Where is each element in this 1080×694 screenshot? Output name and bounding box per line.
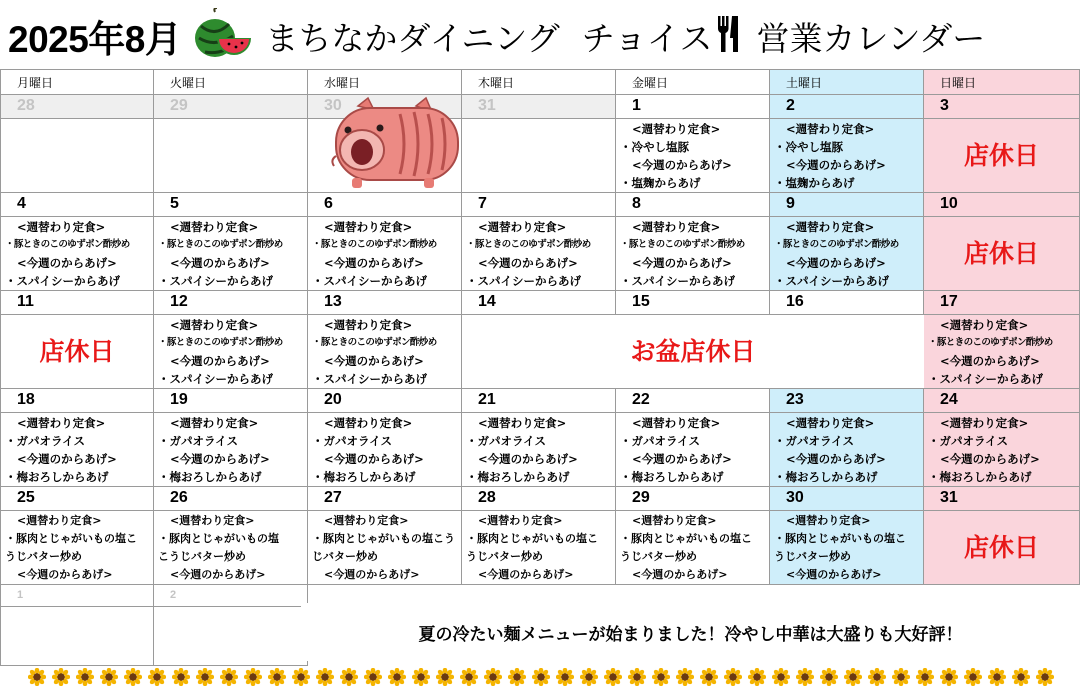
teishoku-label: <週替わり定食> <box>324 220 413 234</box>
menu-item: ・梅おろしからあげ <box>466 470 570 484</box>
karaage-label: <今週のからあげ> <box>786 256 886 270</box>
calendar-day <box>770 487 924 585</box>
watermelon-icon <box>191 8 253 64</box>
day-menu <box>1 217 153 290</box>
menu-item: ・豚ときのこのゆずポン酢炒め <box>620 239 745 250</box>
calendar-day <box>462 389 616 487</box>
sunflower-icon <box>556 668 574 686</box>
karaage-label: <今週のからあげ> <box>170 568 266 581</box>
day-menu <box>1 511 153 584</box>
weekday-header-cell: 月曜日 <box>0 69 154 95</box>
menu-item: ・豚肉とじゃがいもの塩 <box>158 532 279 545</box>
sunflower-icon <box>772 668 790 686</box>
calendar-day <box>462 95 616 193</box>
calendar-day <box>308 193 462 291</box>
sunflower-icon <box>844 668 862 686</box>
notice-message: 夏の冷たい麺メニューが始まりました！冷やし中華は大盛りも大好評！ <box>301 603 1080 661</box>
day-number: 29 <box>154 95 307 119</box>
calendar-day <box>154 193 308 291</box>
closed-day-label: 店休日 <box>963 239 1039 268</box>
menu-item: ・スパイシーからあげ <box>774 274 889 288</box>
day-menu <box>462 511 615 584</box>
pig-icon <box>328 96 466 192</box>
day-menu <box>154 511 307 584</box>
menu-item: ・梅おろしからあげ <box>928 470 1032 484</box>
day-number: 29 <box>616 487 769 511</box>
sunflower-icon <box>868 668 886 686</box>
teishoku-label: <週替わり定食> <box>786 220 875 234</box>
teishoku-label: <週替わり定食> <box>324 514 409 527</box>
menu-item: ・梅おろしからあげ <box>312 470 416 484</box>
menu-item: ・ガパオライス <box>158 434 239 448</box>
karaage-label: <今週のからあげ> <box>324 354 424 368</box>
teishoku-label: <週替わり定食> <box>17 416 106 430</box>
teishoku-label: <週替わり定食> <box>786 122 875 136</box>
sunflower-icon <box>676 668 694 686</box>
day-number: 24 <box>924 389 1079 413</box>
menu-item: ・梅おろしからあげ <box>158 470 262 484</box>
day-menu <box>308 413 461 486</box>
menu-item: ・スパイシーからあげ <box>620 274 735 288</box>
calendar-day <box>154 487 308 585</box>
teishoku-label: <週替わり定食> <box>170 514 255 527</box>
day-number: 8 <box>616 193 769 217</box>
menu-item: ・スパイシーからあげ <box>158 372 273 386</box>
day-number: 2 <box>770 95 923 119</box>
day-number: 15 <box>616 291 769 315</box>
page-title <box>8 6 985 66</box>
menu-item: うじバター炒め <box>5 550 82 563</box>
sunflower-icon <box>340 668 358 686</box>
menu-item: ・豚肉とじゃがいもの塩こ <box>5 532 137 545</box>
menu-item: ・ガパオライス <box>774 434 855 448</box>
menu-item: じバター炒め <box>312 550 378 563</box>
calendar-day <box>770 389 924 487</box>
day-menu <box>924 315 1079 388</box>
menu-item: ・豚ときのこのゆずポン酢炒め <box>158 239 283 250</box>
teishoku-label: <週替わり定食> <box>940 318 1029 332</box>
day-number: 1 <box>616 95 769 119</box>
calendar-day <box>924 193 1080 291</box>
sunflower-icon <box>460 668 478 686</box>
sunflower-icon <box>412 668 430 686</box>
menu-item: ・豚ときのこのゆずポン酢炒め <box>928 337 1053 348</box>
menu-item: ・豚ときのこのゆずポン酢炒め <box>466 239 591 250</box>
teishoku-label: <週替わり定食> <box>170 416 259 430</box>
menu-item: ・スパイシーからあげ <box>312 372 427 386</box>
karaage-label: <今週のからあげ> <box>17 568 113 581</box>
day-number: 23 <box>770 389 923 413</box>
karaage-label: <今週のからあげ> <box>786 568 882 581</box>
calendar-day <box>616 193 770 291</box>
sunflower-icon <box>964 668 982 686</box>
day-number: 12 <box>154 291 307 315</box>
day-menu <box>154 315 307 388</box>
menu-item: ・ガパオライス <box>5 434 86 448</box>
teishoku-label: <週替わり定食> <box>324 416 413 430</box>
day-number: 21 <box>462 389 615 413</box>
karaage-label: <今週のからあげ> <box>17 256 117 270</box>
day-menu <box>616 217 769 290</box>
day-menu <box>308 511 461 584</box>
calendar-day <box>0 291 154 389</box>
day-number: 5 <box>154 193 307 217</box>
sunflower-icon <box>892 668 910 686</box>
karaage-label: <今週のからあげ> <box>170 452 270 466</box>
day-number: 18 <box>1 389 153 413</box>
karaage-label: <今週のからあげ> <box>786 158 886 172</box>
karaage-label: <今週のからあげ> <box>478 568 574 581</box>
calendar-day <box>308 291 462 389</box>
day-number: 28 <box>1 95 153 119</box>
menu-item: ・豚肉とじゃがいもの塩こ <box>774 532 906 545</box>
menu-item: ・塩麹からあげ <box>620 176 701 190</box>
sunflower-icon <box>988 668 1006 686</box>
sunflower-icon <box>820 668 838 686</box>
menu-item: こうじバター炒め <box>158 550 246 563</box>
weekday-header-cell: 火曜日 <box>154 69 308 95</box>
title-calendar: 営業カレンダー <box>756 18 986 58</box>
day-number: 22 <box>616 389 769 413</box>
karaage-label: <今週のからあげ> <box>324 452 424 466</box>
weekday-header-cell: 日曜日 <box>924 69 1080 95</box>
teishoku-label: <週替わり定食> <box>17 514 102 527</box>
menu-item: うじバター炒め <box>774 550 851 563</box>
day-empty <box>462 119 615 192</box>
sunflower-icon <box>292 668 310 686</box>
calendar-week <box>0 95 1080 193</box>
day-number: 3 <box>924 95 1079 119</box>
day-empty <box>154 119 307 192</box>
teishoku-label: <週替わり定食> <box>786 416 875 430</box>
day-number: 19 <box>154 389 307 413</box>
day-number: 7 <box>462 193 615 217</box>
day-menu <box>770 413 923 486</box>
sunflower-icon <box>76 668 94 686</box>
sunflower-icon <box>364 668 382 686</box>
sunflower-icon <box>124 668 142 686</box>
day-menu <box>308 315 461 388</box>
day-number: 25 <box>1 487 153 511</box>
sunflower-icon <box>196 668 214 686</box>
menu-item: ・豚ときのこのゆずポン酢炒め <box>312 337 437 348</box>
day-menu <box>770 217 923 290</box>
teishoku-label: <週替わり定食> <box>478 514 563 527</box>
calendar-day <box>0 585 154 666</box>
fork-knife-icon <box>716 14 742 58</box>
day-number: 31 <box>924 487 1079 511</box>
day-menu <box>770 511 923 584</box>
weekday-header-cell: 木曜日 <box>462 69 616 95</box>
calendar-day <box>616 487 770 585</box>
calendar-day <box>0 95 154 193</box>
title-shop-name: まちなかダイニング <box>265 18 560 58</box>
sunflower-icon <box>508 668 526 686</box>
day-menu <box>770 119 923 192</box>
day-menu <box>616 511 769 584</box>
menu-item: ・豚肉とじゃがいもの塩こ <box>466 532 598 545</box>
calendar-day <box>462 193 616 291</box>
teishoku-label: <週替わり定食> <box>17 220 106 234</box>
karaage-label: <今週のからあげ> <box>478 452 578 466</box>
menu-item: ・豚ときのこのゆずポン酢炒め <box>774 239 899 250</box>
sunflower-icon <box>916 668 934 686</box>
calendar-day <box>154 95 308 193</box>
calendar-day <box>462 487 616 585</box>
menu-item: ・豚ときのこのゆずポン酢炒め <box>312 239 437 250</box>
calendar-day <box>308 487 462 585</box>
karaage-label: <今週のからあげ> <box>632 568 728 581</box>
menu-item: ・塩麹からあげ <box>774 176 855 190</box>
day-menu <box>154 217 307 290</box>
sunflower-icon <box>100 668 118 686</box>
day-number: 17 <box>924 291 1079 315</box>
menu-item: ・冷やし塩豚 <box>774 140 843 154</box>
teishoku-label: <週替わり定食> <box>632 416 721 430</box>
day-number: 28 <box>462 487 615 511</box>
menu-item: ・ガパオライス <box>312 434 393 448</box>
karaage-label: <今週のからあげ> <box>170 354 270 368</box>
menu-item: ・豚肉とじゃがいもの塩こ <box>620 532 752 545</box>
menu-item: ・スパイシーからあげ <box>466 274 581 288</box>
calendar-day <box>770 95 924 193</box>
sunflower-icon <box>268 668 286 686</box>
calendar-day <box>0 487 154 585</box>
calendar-day <box>616 95 770 193</box>
day-number: 13 <box>308 291 461 315</box>
day-menu <box>924 413 1079 486</box>
karaage-label: <今週のからあげ> <box>17 452 117 466</box>
day-number: 30 <box>308 95 461 119</box>
menu-item: ・スパイシーからあげ <box>928 372 1043 386</box>
day-number: 10 <box>924 193 1079 217</box>
day-menu <box>154 413 307 486</box>
day-number: 30 <box>770 487 923 511</box>
sunflower-icon <box>220 668 238 686</box>
karaage-label: <今週のからあげ> <box>632 256 732 270</box>
weekday-header-cell: 土曜日 <box>770 69 924 95</box>
karaage-label: <今週のからあげ> <box>940 452 1040 466</box>
teishoku-label: <週替わり定食> <box>632 514 717 527</box>
karaage-label: <今週のからあげ> <box>632 158 732 172</box>
sunflower-icon <box>1036 668 1054 686</box>
karaage-label: <今週のからあげ> <box>324 256 424 270</box>
sunflower-icon <box>172 668 190 686</box>
menu-item: ・スパイシーからあげ <box>312 274 427 288</box>
teishoku-label: <週替わり定食> <box>632 220 721 234</box>
menu-item: ・梅おろしからあげ <box>774 470 878 484</box>
calendar-day <box>154 291 308 389</box>
title-month: 2025年8月 <box>8 19 182 60</box>
sunflower-icon <box>628 668 646 686</box>
teishoku-label: <週替わり定食> <box>324 318 413 332</box>
day-empty <box>1 607 153 665</box>
obon-closed-label: お盆店休日 <box>462 315 924 388</box>
sunflower-icon <box>148 668 166 686</box>
menu-item: ・ガパオライス <box>466 434 547 448</box>
sunflower-icon <box>796 668 814 686</box>
calendar-week <box>0 389 1080 487</box>
calendar-day <box>924 389 1080 487</box>
day-number: 27 <box>308 487 461 511</box>
sunflower-icon <box>724 668 742 686</box>
closed-day-label: 店休日 <box>963 141 1039 170</box>
sunflower-icon <box>580 668 598 686</box>
calendar-day <box>924 487 1080 585</box>
day-number: 26 <box>154 487 307 511</box>
sunflower-icon <box>484 668 502 686</box>
menu-item: ・豚肉とじゃがいもの塩こう <box>312 532 455 545</box>
day-menu <box>616 413 769 486</box>
karaage-label: <今週のからあげ> <box>324 568 420 581</box>
karaage-label: <今週のからあげ> <box>632 452 732 466</box>
teishoku-label: <週替わり定食> <box>940 416 1029 430</box>
sunflower-icon <box>748 668 766 686</box>
calendar-day <box>154 585 308 666</box>
teishoku-label: <週替わり定食> <box>632 122 721 136</box>
calendar-day <box>0 193 154 291</box>
weekday-header <box>0 69 1080 95</box>
day-number: 6 <box>308 193 461 217</box>
day-number: 1 <box>1 585 153 607</box>
calendar-day <box>924 291 1080 389</box>
day-empty <box>154 607 307 665</box>
menu-item: ・梅おろしからあげ <box>620 470 724 484</box>
calendar-day <box>308 389 462 487</box>
menu-item: ・冷やし塩豚 <box>620 140 689 154</box>
day-menu <box>462 217 615 290</box>
sunflower-icon <box>28 668 46 686</box>
calendar-day <box>924 95 1080 193</box>
day-number: 9 <box>770 193 923 217</box>
menu-item: ・豚ときのこのゆずポン酢炒め <box>5 239 130 250</box>
sunflower-border <box>28 668 1068 688</box>
closed-day-label: 店休日 <box>963 533 1039 562</box>
sunflower-icon <box>436 668 454 686</box>
teishoku-label: <週替わり定食> <box>170 318 259 332</box>
day-menu <box>462 413 615 486</box>
calendar-week <box>0 193 1080 291</box>
day-number: 11 <box>1 291 153 315</box>
sunflower-icon <box>1012 668 1030 686</box>
day-number: 16 <box>770 291 923 315</box>
calendar-day <box>616 389 770 487</box>
menu-item: ・スパイシーからあげ <box>158 274 273 288</box>
calendar-day <box>154 389 308 487</box>
menu-item: ・梅おろしからあげ <box>5 470 109 484</box>
teishoku-label: <週替わり定食> <box>786 514 871 527</box>
sunflower-icon <box>652 668 670 686</box>
menu-item: うじバター炒め <box>620 550 697 563</box>
calendar-week <box>0 487 1080 585</box>
day-menu <box>1 413 153 486</box>
menu-item: うじバター炒め <box>466 550 543 563</box>
day-number: 2 <box>154 585 307 607</box>
menu-item: ・ガパオライス <box>928 434 1009 448</box>
sunflower-icon <box>316 668 334 686</box>
menu-item: ・スパイシーからあげ <box>5 274 120 288</box>
teishoku-label: <週替わり定食> <box>170 220 259 234</box>
sunflower-icon <box>244 668 262 686</box>
teishoku-label: <週替わり定食> <box>478 220 567 234</box>
day-number: 20 <box>308 389 461 413</box>
sunflower-icon <box>940 668 958 686</box>
karaage-label: <今週のからあげ> <box>170 256 270 270</box>
calendar-day <box>770 193 924 291</box>
calendar-day <box>0 389 154 487</box>
day-menu <box>616 119 769 192</box>
sunflower-icon <box>388 668 406 686</box>
calendar-week <box>0 291 1080 389</box>
weekday-header-cell: 水曜日 <box>308 69 462 95</box>
sunflower-icon <box>52 668 70 686</box>
closed-day-label: 店休日 <box>39 337 115 366</box>
day-number: 31 <box>462 95 615 119</box>
weekday-header-cell: 金曜日 <box>616 69 770 95</box>
teishoku-label: <週替わり定食> <box>478 416 567 430</box>
day-empty <box>1 119 153 192</box>
day-menu <box>308 217 461 290</box>
menu-item: ・ガパオライス <box>620 434 701 448</box>
day-number: 4 <box>1 193 153 217</box>
karaage-label: <今週のからあげ> <box>478 256 578 270</box>
sunflower-icon <box>532 668 550 686</box>
karaage-label: <今週のからあげ> <box>940 354 1040 368</box>
karaage-label: <今週のからあげ> <box>786 452 886 466</box>
sunflower-icon <box>700 668 718 686</box>
title-choice: チョイス <box>581 18 713 58</box>
sunflower-icon <box>604 668 622 686</box>
menu-item: ・豚ときのこのゆずポン酢炒め <box>158 337 283 348</box>
day-number: 14 <box>462 291 615 315</box>
calendar-grid <box>0 69 1080 666</box>
